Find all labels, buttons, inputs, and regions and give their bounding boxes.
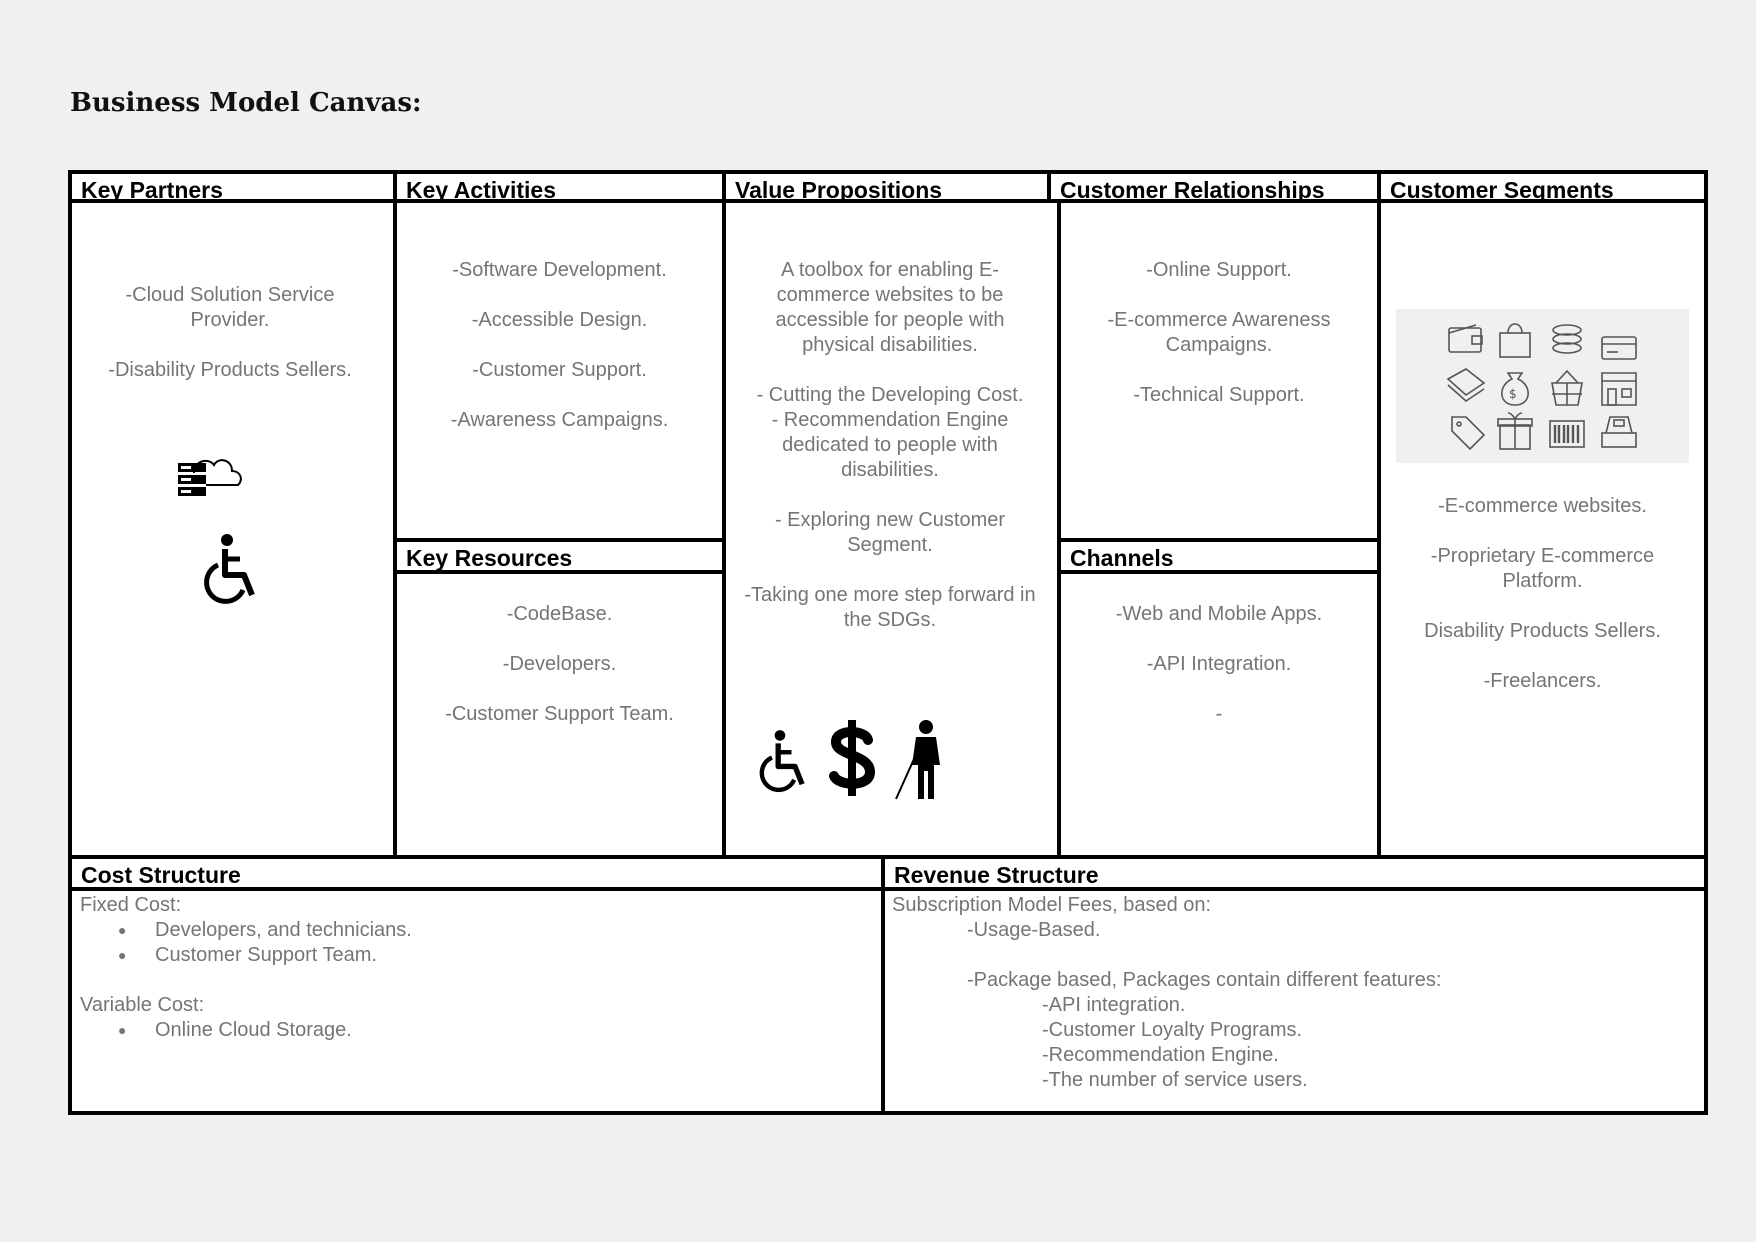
customer-relationships-header: Customer Relationships bbox=[1047, 170, 1381, 203]
channels-item: - bbox=[1215, 703, 1223, 725]
value-propositions-header: Value Propositions bbox=[722, 170, 1051, 203]
revenue-structure-header: Revenue Structure bbox=[881, 855, 1708, 891]
customer-relationships-item: -Technical Support. bbox=[1133, 384, 1305, 406]
shopping-bag-icon bbox=[1500, 324, 1530, 357]
revenue-feature: -Recommendation Engine. bbox=[1042, 1044, 1279, 1066]
cloud-server-icon bbox=[176, 451, 246, 501]
customer-segments-icon-grid bbox=[1396, 309, 1689, 463]
page-title: Business Model Canvas: bbox=[70, 88, 422, 118]
cost-structure-content bbox=[80, 893, 870, 1043]
customer-relationships-item: -E-commerce Awareness Campaigns. bbox=[1107, 309, 1331, 356]
gift-icon bbox=[1498, 413, 1532, 449]
price-tag-icon bbox=[1452, 417, 1484, 449]
credit-card-icon bbox=[1602, 337, 1636, 359]
value-prop-text: A toolbox for enabling E-commerce websites to be accessible for people with physical disabilities. bbox=[775, 259, 1005, 356]
blind-person-icon bbox=[892, 719, 948, 801]
value-propositions-content bbox=[733, 258, 1047, 633]
cash-register-icon bbox=[1602, 417, 1636, 447]
key-resources-item: -Developers. bbox=[502, 653, 617, 675]
customer-relationships-content bbox=[1072, 258, 1366, 408]
channels-item: -Web and Mobile Apps. bbox=[1115, 603, 1323, 625]
coins-icon bbox=[1553, 325, 1581, 353]
customer-segments-item: Disability Products Sellers. bbox=[1424, 620, 1661, 642]
money-bag-icon bbox=[1502, 373, 1528, 405]
key-partners-content bbox=[90, 283, 370, 383]
dollar-icon bbox=[826, 718, 878, 798]
revenue-intro: Subscription Model Fees, based on: bbox=[892, 894, 1212, 916]
customer-segments-content bbox=[1394, 494, 1691, 694]
key-resources-item: -CodeBase. bbox=[506, 603, 613, 625]
svg-text:$: $ bbox=[1509, 387, 1517, 401]
value-prop-text: - Cutting the Developing Cost. bbox=[756, 384, 1024, 406]
key-resources-header: Key Resources bbox=[393, 538, 726, 574]
revenue-feature: -The number of service users. bbox=[1042, 1069, 1308, 1091]
revenue-structure-content bbox=[892, 893, 1692, 1093]
key-activities-item: -Software Development. bbox=[452, 259, 667, 281]
value-prop-text: - Exploring new Customer Segment. bbox=[774, 509, 1006, 556]
variable-cost-label: Variable Cost: bbox=[80, 994, 205, 1016]
key-partners-header: Key Partners bbox=[68, 170, 397, 203]
customer-segments-item: -E-commerce websites. bbox=[1438, 495, 1647, 517]
fixed-cost-item: ● Customer Support Team. bbox=[80, 943, 870, 968]
basket-icon bbox=[1552, 371, 1582, 405]
revenue-feature: -API integration. bbox=[1042, 994, 1186, 1016]
revenue-feature: -Customer Loyalty Programs. bbox=[1042, 1019, 1303, 1041]
barcode-icon bbox=[1550, 421, 1584, 447]
channels-content bbox=[1072, 602, 1366, 727]
customer-relationships-item: -Online Support. bbox=[1146, 259, 1292, 281]
key-activities-item: -Awareness Campaigns. bbox=[450, 409, 669, 431]
fixed-cost-label: Fixed Cost: bbox=[80, 894, 182, 916]
key-partners-item: -Disability Products Sellers. bbox=[108, 359, 352, 381]
value-prop-text: -Taking one more step forward in the SDGs. bbox=[744, 584, 1036, 631]
channels-header: Channels bbox=[1057, 538, 1381, 574]
customer-segments-header: Customer Segments bbox=[1377, 170, 1708, 203]
key-activities-item: -Customer Support. bbox=[472, 359, 647, 381]
value-prop-text: - Recommendation Engine dedicated to people with disabilities. bbox=[771, 409, 1009, 481]
customer-segments-item: -Freelancers. bbox=[1483, 670, 1602, 692]
store-icon bbox=[1602, 373, 1636, 405]
cost-structure-header: Cost Structure bbox=[68, 855, 885, 891]
wallet-icon bbox=[1449, 325, 1482, 352]
revenue-usage: -Usage-Based. bbox=[967, 919, 1101, 941]
customer-segments-item: -Proprietary E-commerce Platform. bbox=[1430, 545, 1655, 592]
key-resources-item: -Customer Support Team. bbox=[445, 703, 674, 725]
key-resources-content bbox=[413, 602, 706, 727]
variable-cost-item: ● Online Cloud Storage. bbox=[80, 1018, 870, 1043]
key-activities-header: Key Activities bbox=[393, 170, 726, 203]
key-activities-item: -Accessible Design. bbox=[471, 309, 648, 331]
key-partners-item: -Cloud Solution Service Provider. bbox=[125, 284, 335, 331]
revenue-package: -Package based, Packages contain different features: bbox=[967, 969, 1442, 991]
channels-item: -API Integration. bbox=[1146, 653, 1292, 675]
cash-icon bbox=[1448, 369, 1484, 401]
fixed-cost-item: ● Developers, and technicians. bbox=[80, 918, 870, 943]
wheelchair-icon bbox=[756, 725, 811, 799]
wheelchair-icon bbox=[200, 533, 262, 607]
key-activities-content bbox=[413, 258, 706, 433]
